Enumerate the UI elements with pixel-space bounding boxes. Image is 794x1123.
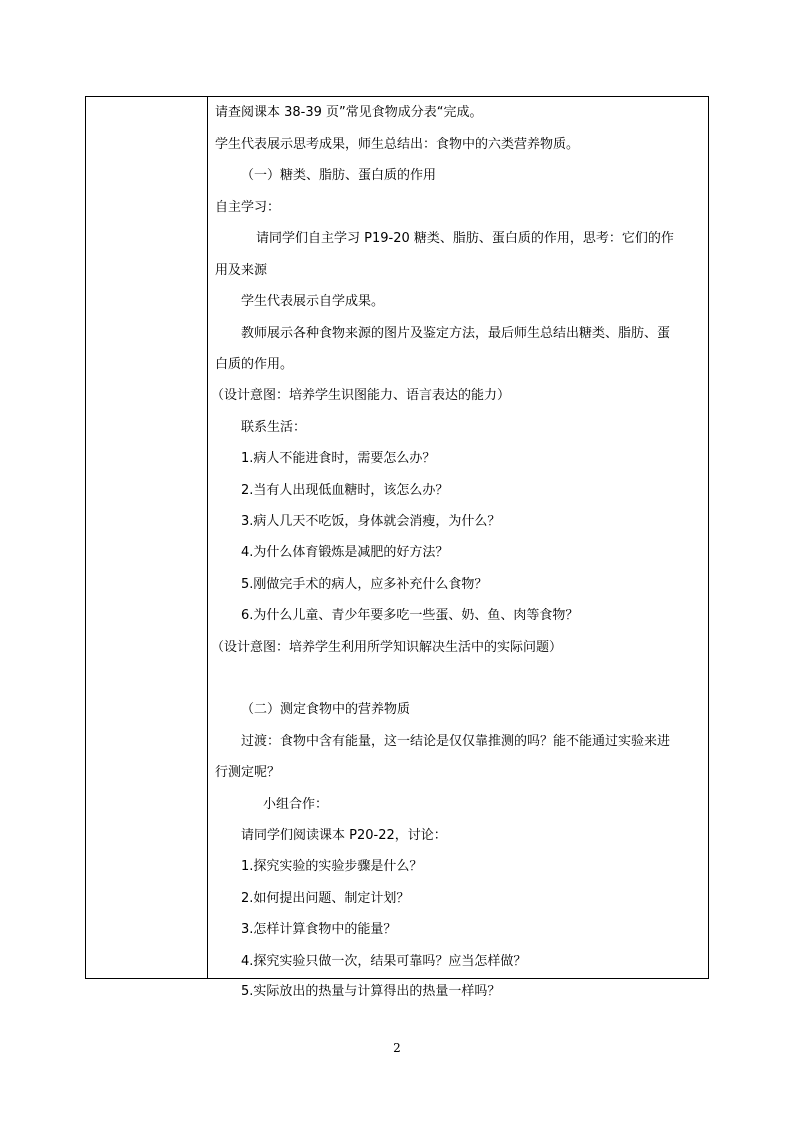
question-item: 5.刚做完手术的病人，应多补充什么食物？ <box>241 577 488 592</box>
text-line: 过渡：食物中含有能量，这一结论是仅仅靠推测的吗？能不能通过实验来进 <box>241 734 671 749</box>
question-item: 5.实际放出的热量与计算得出的热量一样吗？ <box>241 984 501 999</box>
question-item: 4.为什么体育锻炼是减肥的好方法？ <box>241 545 449 560</box>
text-line: 白质的作用。 <box>215 357 294 372</box>
question-item: 2.当有人出现低血糖时，该怎么办？ <box>241 483 449 498</box>
table-left-column <box>86 97 208 978</box>
text-line: 请同学们自主学习 P19-20 糖类、脂肪、蛋白质的作用，思考：它们的作 <box>256 231 674 246</box>
question-item: 1.探究实验的实验步骤是什么？ <box>241 859 423 874</box>
text-line: 请同学们阅读课本 P20-22，讨论： <box>241 828 447 843</box>
design-intent-note: （设计意图：培养学生识图能力、语言表达的能力） <box>211 388 511 403</box>
lesson-table <box>85 96 709 999</box>
section-heading-1: （一）糖类、脂肪、蛋白质的作用 <box>241 168 437 183</box>
text-line: 小组合作： <box>263 797 329 812</box>
question-item: 3.病人几天不吃饭，身体就会消瘦，为什么？ <box>241 514 501 529</box>
text-line: 行测定呢？ <box>215 765 281 780</box>
text-line: 自主学习： <box>215 200 281 215</box>
text-line: 请查阅课本 38-39 页”常见食物成分表“完成。 <box>215 105 483 120</box>
question-item: 6.为什么儿童、青少年要多吃一些蛋、奶、鱼、肉等食物？ <box>241 608 579 623</box>
table-content-cell <box>208 97 708 999</box>
section-heading-2: （二）测定食物中的营养物质 <box>241 702 411 717</box>
text-line: 联系生活： <box>241 420 307 435</box>
text-line: 学生代表展示自学成果。 <box>241 294 385 309</box>
text-line: 学生代表展示思考成果，师生总结出：食物中的六类营养物质。 <box>215 137 580 152</box>
page-number: 2 <box>393 1041 401 1055</box>
question-item: 3.怎样计算食物中的能量？ <box>241 922 397 937</box>
question-item: 2.如何提出问题、制定计划？ <box>241 891 410 906</box>
question-item: 1.病人不能进食时，需要怎么办？ <box>241 451 436 466</box>
text-line: 用及来源 <box>215 263 268 278</box>
question-item: 4.探究实验只做一次，结果可靠吗？应当怎样做？ <box>241 954 527 969</box>
design-intent-note: （设计意图：培养学生利用所学知识解决生活中的实际问题） <box>211 640 563 655</box>
text-line: 教师展示各种食物来源的图片及鉴定方法，最后师生总结出糖类、脂肪、蛋 <box>241 326 671 341</box>
